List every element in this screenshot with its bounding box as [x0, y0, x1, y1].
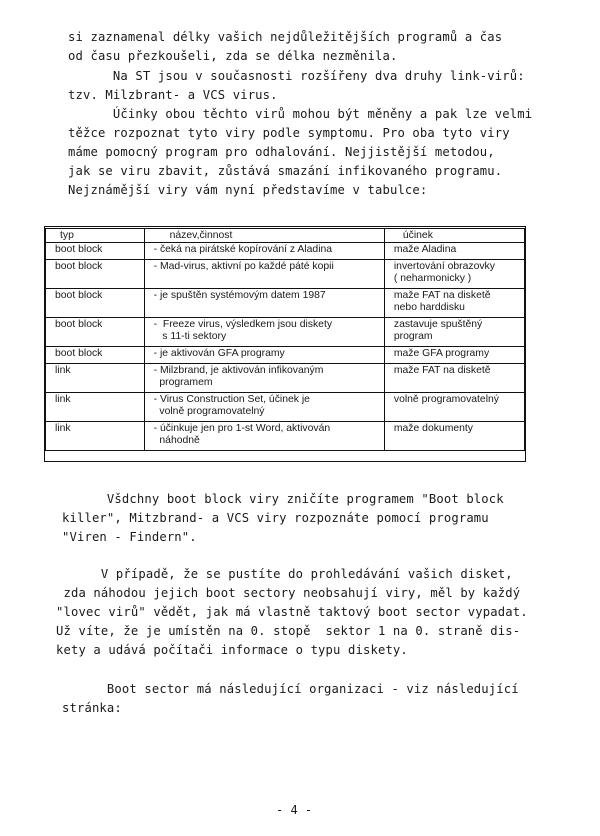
text-line: kety a udává počítači informace o typu diskety.	[56, 643, 408, 657]
text-line: Nejznámější viry vám nyní představíme v tabulce:	[68, 183, 428, 197]
column-header-typ: typ	[46, 229, 145, 243]
table-row	[46, 243, 525, 260]
column-header-ucinek: účinek	[384, 229, 524, 243]
cell-nazev	[144, 289, 384, 318]
table-row	[46, 364, 525, 393]
cell-line: - Freeze virus, výsledkem jsou diskety	[153, 319, 333, 330]
cell-line: nebo harddisku	[393, 302, 465, 313]
table-row	[46, 260, 525, 289]
table-row	[46, 422, 525, 451]
cell-typ: link	[46, 393, 145, 422]
cell-typ: link	[46, 364, 145, 393]
cell-line: maže GFA programy	[393, 348, 490, 359]
cell-line: maže FAT na disketě	[393, 290, 491, 301]
cell-line: maže Aladina	[393, 244, 457, 255]
cell-line: - je spuštěn systémovým datem 1987	[153, 290, 326, 301]
cell-typ: boot block	[46, 243, 145, 260]
text-line: "Viren - Findern".	[62, 530, 197, 544]
virus-table-frame	[44, 226, 526, 462]
cell-line: - čeká na pirátské kopírování z Aladina	[153, 244, 333, 255]
cell-ucinek	[384, 243, 524, 260]
cell-nazev	[144, 260, 384, 289]
table-header-row	[46, 229, 525, 243]
cell-typ: boot block	[46, 347, 145, 364]
text-line: Všdchny boot block viry zničíte programem "Boot block	[62, 492, 504, 506]
text-line: máme pomocný program pro odhalování. Nejjistější metodou,	[68, 145, 495, 159]
text-line: Na ST jsou v současnosti rozšířeny dva druhy link-virů:	[68, 69, 525, 83]
text-line: zda náhodou jejich boot sectory neobsahují viry, měl by každý	[56, 586, 521, 600]
cell-line: program	[393, 331, 433, 342]
cell-line: maže dokumenty	[393, 423, 473, 434]
cell-line: - je aktivován GFA programy	[153, 348, 285, 359]
cell-nazev	[144, 347, 384, 364]
cell-line: - Virus Construction Set, účinek je	[153, 394, 310, 405]
text-line: Už víte, že je umístěn na 0. stopě sektor 1 na 0. straně dis-	[56, 624, 521, 638]
cell-line: zastavuje spuštěný	[393, 319, 483, 330]
text-line: "lovec virů" vědět, jak má vlastně taktový boot sector vypadat.	[56, 605, 528, 619]
text-line: jak se viru zbavit, zůstává smazání infikovaného programu.	[68, 164, 503, 178]
cell-line: - Milzbrand, je aktivován infikovaným	[153, 365, 324, 376]
column-header-nazev: název,činnost	[144, 229, 384, 243]
cell-line: volně programovatelný	[153, 406, 265, 417]
table-row	[46, 393, 525, 422]
text-line: těžce rozpoznat tyto viry podle symptomu. Pro oba tyto viry	[68, 126, 510, 140]
cell-line: programem	[153, 377, 213, 388]
cell-typ: boot block	[46, 289, 145, 318]
text-line: tzv. Milzbrant- a VCS virus.	[68, 88, 278, 102]
cell-line: volně programovatelný	[393, 394, 499, 405]
cell-line: - účinkuje jen pro 1-st Word, aktivován	[153, 423, 331, 434]
cell-typ: boot block	[46, 260, 145, 289]
cell-ucinek	[384, 393, 524, 422]
cell-typ: boot block	[46, 318, 145, 347]
cell-ucinek	[384, 347, 524, 364]
cell-ucinek	[384, 318, 524, 347]
cell-line: ( neharmonicky )	[393, 273, 472, 284]
text-line: si zaznamenal délky vašich nejdůležitějších programů a čas	[68, 30, 503, 44]
text-line: od času přezkoušeli, zda se délka nezměnila.	[68, 49, 398, 63]
cell-line: náhodně	[153, 435, 200, 446]
cell-line: invertování obrazovky	[393, 261, 495, 272]
text-line: Boot sector má následující organizaci - viz následující	[62, 682, 519, 696]
cell-ucinek	[384, 289, 524, 318]
cell-line: s 11-ti sektory	[153, 331, 227, 342]
cell-nazev	[144, 318, 384, 347]
cell-nazev	[144, 393, 384, 422]
cell-nazev	[144, 422, 384, 451]
text-line: killer", Mitzbrand- a VCS viry rozpoznáte pomocí programu	[62, 511, 489, 525]
table-row	[46, 289, 525, 318]
cell-ucinek	[384, 364, 524, 393]
virus-table	[45, 228, 525, 451]
text-line: Účinky obou těchto virů mohou být měněny a pak lze velmi	[68, 107, 533, 121]
cell-ucinek	[384, 260, 524, 289]
page-number: - 4 -	[276, 803, 313, 817]
cell-nazev	[144, 243, 384, 260]
table-row	[46, 347, 525, 364]
cell-ucinek	[384, 422, 524, 451]
cell-line: maže FAT na disketě	[393, 365, 491, 376]
table-row	[46, 318, 525, 347]
cell-nazev	[144, 364, 384, 393]
text-line: V případě, že se pustíte do prohledávání vašich disket,	[56, 567, 513, 581]
text-line: stránka:	[62, 701, 122, 715]
cell-line: - Mad-virus, aktivní po každé páté kopii	[153, 261, 334, 272]
cell-typ: link	[46, 422, 145, 451]
